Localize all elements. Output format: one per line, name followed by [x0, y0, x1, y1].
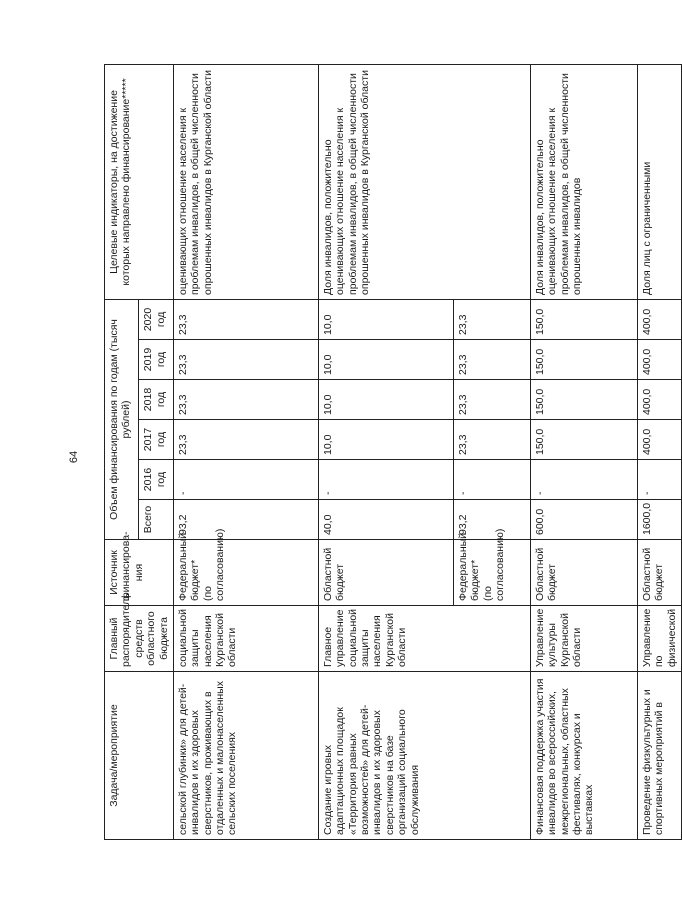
header-source: Источник финансирова-ния: [105, 540, 174, 606]
cell-task: сельской глубинки» для детей-инвалидов и их здоровых сверстников, проживающих в отдаленных и малонаселенных сельских поселениях: [173, 672, 318, 840]
header-2017: 2017 год: [139, 420, 173, 460]
cell-2018: 150,0: [530, 380, 637, 420]
cell-2016: -: [318, 460, 453, 500]
cell-manager: Главное управление социальной защиты населения Курганской области: [318, 606, 530, 672]
header-task: Задача/мероприятие: [105, 672, 174, 840]
cell-2020: 150,0: [530, 299, 637, 339]
cell-2017: 150,0: [530, 420, 637, 460]
cell-2020: 23,3: [173, 299, 318, 339]
cell-2019: 400,0: [637, 340, 681, 380]
header-2016: 2016 год: [139, 460, 173, 500]
cell-2016: -: [530, 460, 637, 500]
cell-2018: 23,3: [453, 380, 530, 420]
cell-2016: -: [637, 460, 681, 500]
cell-total: 93,2: [453, 500, 530, 540]
cell-task: Создание игровых адаптационных площадок «Территория равных возможностей» для детей-инвалидов и их здоровых сверстников на базе организаций социального обслуживания: [318, 672, 530, 840]
cell-2016: -: [453, 460, 530, 500]
cell-2020: 10,0: [318, 299, 453, 339]
cell-manager: Управление по физической: [637, 606, 681, 672]
cell-task: Финансовая поддержка участия инвалидов во всероссийских, межрегиональных, областных фестивалях, конкурсах и выставках: [530, 672, 637, 840]
cell-source: Областной бюджет: [530, 540, 637, 606]
cell-total: 1600,0: [637, 500, 681, 540]
header-2019: 2019 год: [139, 340, 173, 380]
table-row: [637, 64, 681, 839]
cell-task: Проведение физкультурных и спортивных мероприятий в: [637, 672, 681, 840]
financing-table: [104, 64, 682, 840]
cell-total: 40,0: [318, 500, 453, 540]
cell-source: Федеральный бюджет* (по согласованию): [453, 540, 530, 606]
cell-2017: 23,3: [173, 420, 318, 460]
cell-2018: 10,0: [318, 380, 453, 420]
header-2018: 2018 год: [139, 380, 173, 420]
cell-2017: 23,3: [453, 420, 530, 460]
cell-total: 600,0: [530, 500, 637, 540]
cell-indicator: Доля инвалидов, положительно оценивающих отношение населения к проблемам инвалидов, в общей численности опрошенных инвалидов в Курганской области: [318, 64, 530, 299]
cell-2019: 23,3: [173, 340, 318, 380]
table-row: [318, 64, 453, 839]
cell-manager: Управление культуры Курганской области: [530, 606, 637, 672]
header-volume: Объем финансирования по годам (тысяч рублей): [105, 299, 139, 539]
cell-2018: 23,3: [173, 380, 318, 420]
cell-indicator: оценивающих отношение населения к проблемам инвалидов, в общей численности опрошенных инвалидов в Курганской области: [173, 64, 318, 299]
cell-2017: 400,0: [637, 420, 681, 460]
cell-source: Областной бюджет: [637, 540, 681, 606]
cell-manager: социальной защиты населения Курганской области: [173, 606, 318, 672]
cell-2020: 400,0: [637, 299, 681, 339]
page-number: 64: [68, 450, 80, 464]
cell-indicator: Доля инвалидов, положительно оценивающих отношение населения к проблемам инвалидов, в общей численности опрошенных инвалидов: [530, 64, 637, 299]
cell-2018: 400,0: [637, 380, 681, 420]
cell-source: Федеральный бюджет* (по согласованию): [173, 540, 318, 606]
cell-2019: 23,3: [453, 340, 530, 380]
header-indicators: Целевые индикаторы, на достижение которых направлено финансирование*****: [105, 64, 174, 299]
table-row: [530, 64, 637, 839]
table-row: [173, 64, 318, 839]
cell-2016: -: [173, 460, 318, 500]
cell-2017: 10,0: [318, 420, 453, 460]
header-total: Всего: [139, 500, 173, 540]
header-row: [105, 64, 139, 839]
cell-2020: 23,3: [453, 299, 530, 339]
financing-table-rotated: [104, 65, 678, 840]
header-manager: Главный распорядитель средств областного бюджета: [105, 606, 174, 672]
cell-total: 93,2: [173, 500, 318, 540]
cell-source: Областной бюджет: [318, 540, 453, 606]
header-2020: 2020 год: [139, 299, 173, 339]
cell-indicator: Доля лиц с ограниченными: [637, 64, 681, 299]
cell-2019: 10,0: [318, 340, 453, 380]
cell-2019: 150,0: [530, 340, 637, 380]
